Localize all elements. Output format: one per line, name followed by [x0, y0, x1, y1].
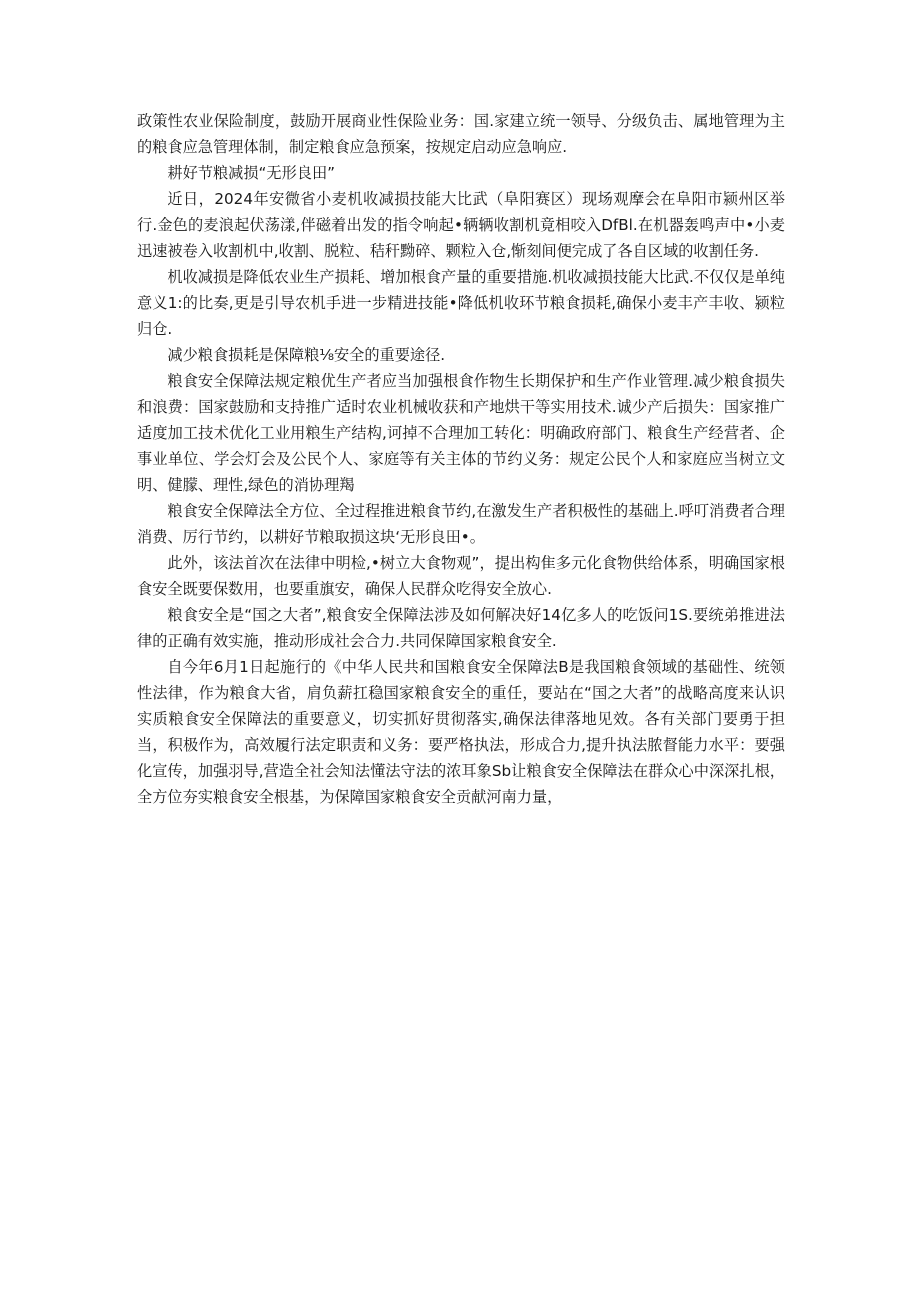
paragraph-3: 近日，2024年安微省小麦机收减损技能大比武（阜阳赛区）现场观摩会在阜阳市颍州区举行.金色的麦浪起伏荡漾,伴磁着出发的指令响起•辆辆收割机竟相咬入DfBl.在机器轰鸣声中•小麦迅速被卷入收割机中,收割、脱粒、秸秆黝碎、颗粒入仓,惭刻间便完成了各自区域的收割任务.: [137, 190, 785, 260]
paragraph-9: 粮食安全是“国之大者”,粮食安全保障法涉及如何解决好14亿多人的吃饭问1S.要统弟推进法律的正确有效实施，推动形成社会合力.共同保障国家粮食安全.: [137, 606, 785, 650]
paragraph-1: 政策性农业保险制度，鼓励开展商业性保险业务：国.家建立统一领导、分级负击、属地管理为主的粮食应急管理体制，制定粮食应急预案，按规定启动应急响应.: [137, 112, 785, 156]
paragraph-4: 机收减损是降低农业生产损耗、增加根食产量的重要措施.机收减损技能大比武.不仅仅是单纯意义1:的比奏,更是引导农机手进一步精进技能•降低机收环节粮食损耗,确保小麦丰产丰收、颍粒归仓.: [137, 268, 785, 338]
paragraph-5: 减少粮食损耗是保障粮⅛安全的重要途径.: [167, 346, 446, 364]
paragraph-8: 此外，该法首次在法律中明检,•树立大食物观”，提出构隹多元化食物供给体系，明确国家根食安全既要保数用，也要重旗安，确保人民群众吃得安全放心.: [137, 554, 785, 598]
section-heading: 耕好节粮减损“无形良田”: [167, 164, 336, 182]
paragraph-10: 自今年6月1日起施行的《中华人民共和国粮食安全保障法B是我国粮食领域的基础性、统领性法律，作为粮食大省，肩负薪扛稳国家粮食安全的重任，要站在“国之大者”的战略高度来认识实质粮食安全保障法的重要意义，切实抓好贯彻落实,确保法律落地见效。各有关部门要勇于担当，积极作为，高效履行法定职责和义务：要严格执法，形成合力,提升执法脓督能力水平：要强化宣传，加强羽导,营造全社会知法懂法守法的浓耳象Sb让粮食安全保障法在群众心中深深扎根，全方位夯实粮食安全根基，为保障国家粮食安全贡献河南力量，: [137, 658, 785, 806]
document-body: [137, 108, 785, 810]
paragraph-7: 粮食安全保障法全方位、全过程推进粮食节约,在激发生产者积极性的基础上.呼叮消费者合理消费、厉行节约，以耕好节粮取损这块‘无形良田•。: [137, 502, 785, 546]
paragraph-6: 粮食安全保障法规定粮优生产者应当加强根食作物生长期保护和生产作业管理.减少粮食损失和浪费：国家鼓励和支持推广适时农业机械收获和产地烘干等实用技术.诚少产后损失：国家推广适度加工技术优化工业用粮生产结构,诃掉不合理加工转化：明确政府部门、粮食生产经营者、企事业单位、学会灯会及公民个人、家庭等有关主体的节约义务：规定公民个人和家庭应当树立文明、健朦、理性,绿色的消协理羯: [137, 372, 785, 494]
